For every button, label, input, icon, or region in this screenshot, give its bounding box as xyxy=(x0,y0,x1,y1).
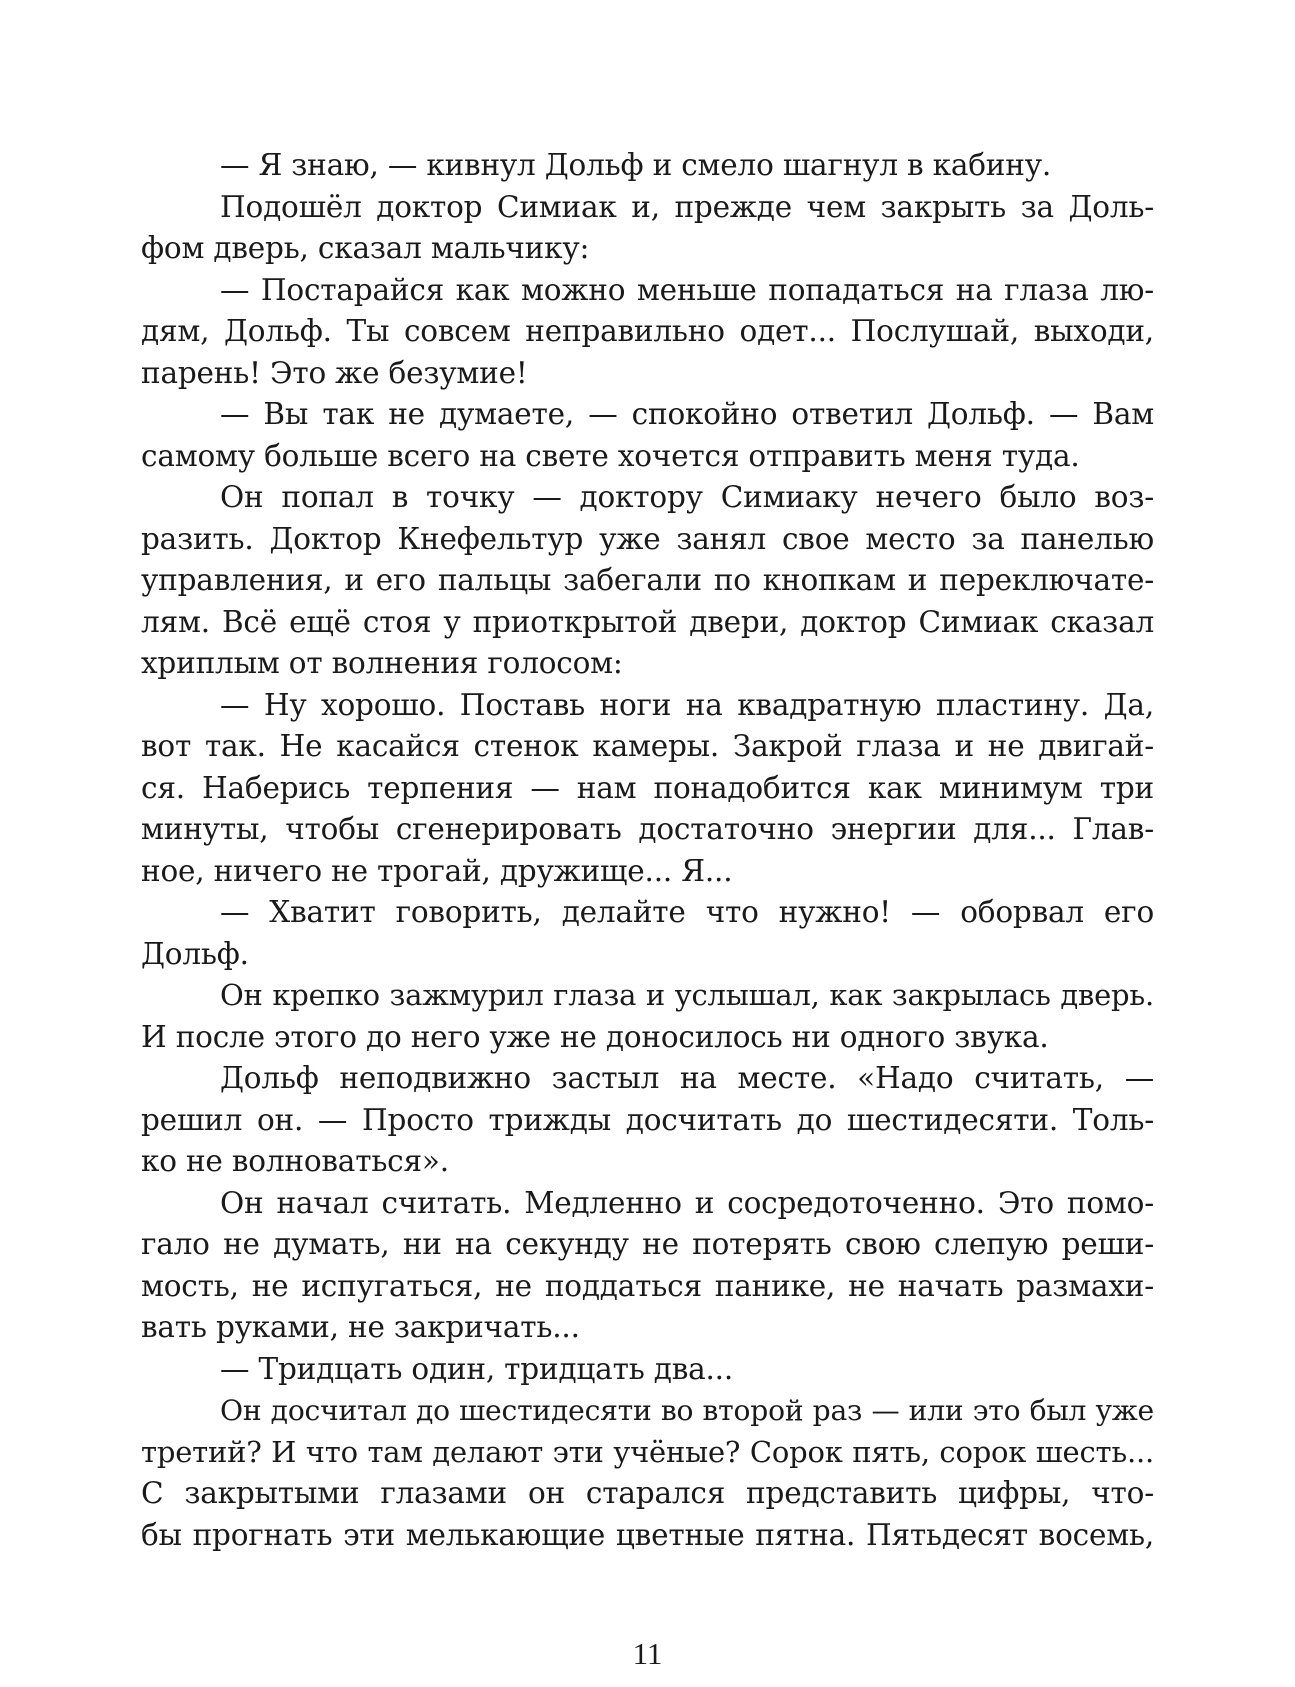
text-line: самому больше всего на свете хочется отправить меня туда. xyxy=(141,438,1080,473)
text-line: минуты, чтобы сгенерировать достаточно энергии для... Глав- xyxy=(141,812,1154,846)
text-line: мость, не испугаться, не поддаться панике, не начать размахи- xyxy=(141,1268,1154,1303)
text-line: И после этого до него уже не доносилось ни одного звука. xyxy=(141,1019,1049,1054)
text-line: — Вы так не думаете, — спокойно ответил Дольф. — Вам xyxy=(220,397,1154,431)
text-line: вать руками, не закричать... xyxy=(141,1310,580,1344)
text-line: бы прогнать эти мелькающие цветные пятна. Пятьдесят восемь, xyxy=(141,1517,1154,1552)
text-line: Подошёл доктор Симиак и, прежде чем закрыть за Доль- xyxy=(220,189,1154,224)
text-line: Он попал в точку — доктору Симиаку нечего было воз- xyxy=(220,480,1154,514)
text-line: — Хватит говорить, делайте что нужно! — оборвал его xyxy=(220,895,1154,929)
body-text xyxy=(141,145,1154,1556)
text-line: фом дверь, сказал мальчику: xyxy=(141,231,590,265)
text-line: ко не волноваться». xyxy=(141,1144,449,1178)
text-line: Он крепко зажмурил глаза и услышал, как закрылась дверь. xyxy=(220,978,1154,1012)
text-line: Дольф неподвижно застыл на месте. «Надо считать, — xyxy=(220,1061,1154,1095)
text-line: — Я знаю, — кивнул Дольф и смело шагнул в кабину. xyxy=(220,148,1052,182)
text-line: ся. Наберись терпения — нам понадобится как минимум три xyxy=(141,770,1154,805)
text-line: ное, ничего не трогай, дружище... Я... xyxy=(141,853,733,888)
text-line: — Ну хорошо. Поставь ноги на квадратную пластину. Да, xyxy=(220,687,1154,722)
text-line: парень! Это же безумие! xyxy=(141,355,528,390)
text-line: гало не думать, ни на секунду не потерять свою слепую реши- xyxy=(141,1227,1154,1261)
text-line: хриплым от волнения голосом: xyxy=(141,646,623,680)
text-line: управления, и его пальцы забегали по кнопкам и переключате- xyxy=(141,563,1154,597)
text-line: лям. Всё ещё стоя у приоткрытой двери, доктор Симиак сказал xyxy=(141,604,1154,639)
text-line: — Тридцать один, тридцать два... xyxy=(220,1351,734,1386)
text-line: разить. Доктор Кнефельтур уже занял свое место за панелью xyxy=(141,521,1154,556)
text-line: решил он. — Просто трижды досчитать до шестидесяти. Толь- xyxy=(141,1102,1154,1137)
text-line: Он досчитал до шестидесяти во второй раз — или это был уже xyxy=(220,1394,1154,1427)
text-line: Он начал считать. Медленно и сосредоточенно. Это помо- xyxy=(220,1185,1154,1220)
text-line: Дольф. xyxy=(141,936,249,971)
text-line: С закрытыми глазами он старался представить цифры, что- xyxy=(141,1476,1154,1510)
text-line: дям, Дольф. Ты совсем неправильно одет... Послушай, выходи, xyxy=(141,314,1154,348)
text-line: — Постарайся как можно меньше попадаться на глаза лю- xyxy=(220,272,1154,307)
text-line: вот так. Не касайся стенок камеры. Закрой глаза и не двигай- xyxy=(141,729,1154,763)
text-line: третий? И что там делают эти учёные? Сорок пять, сорок шесть... xyxy=(141,1434,1154,1469)
page-number: 11 xyxy=(632,1636,663,1671)
